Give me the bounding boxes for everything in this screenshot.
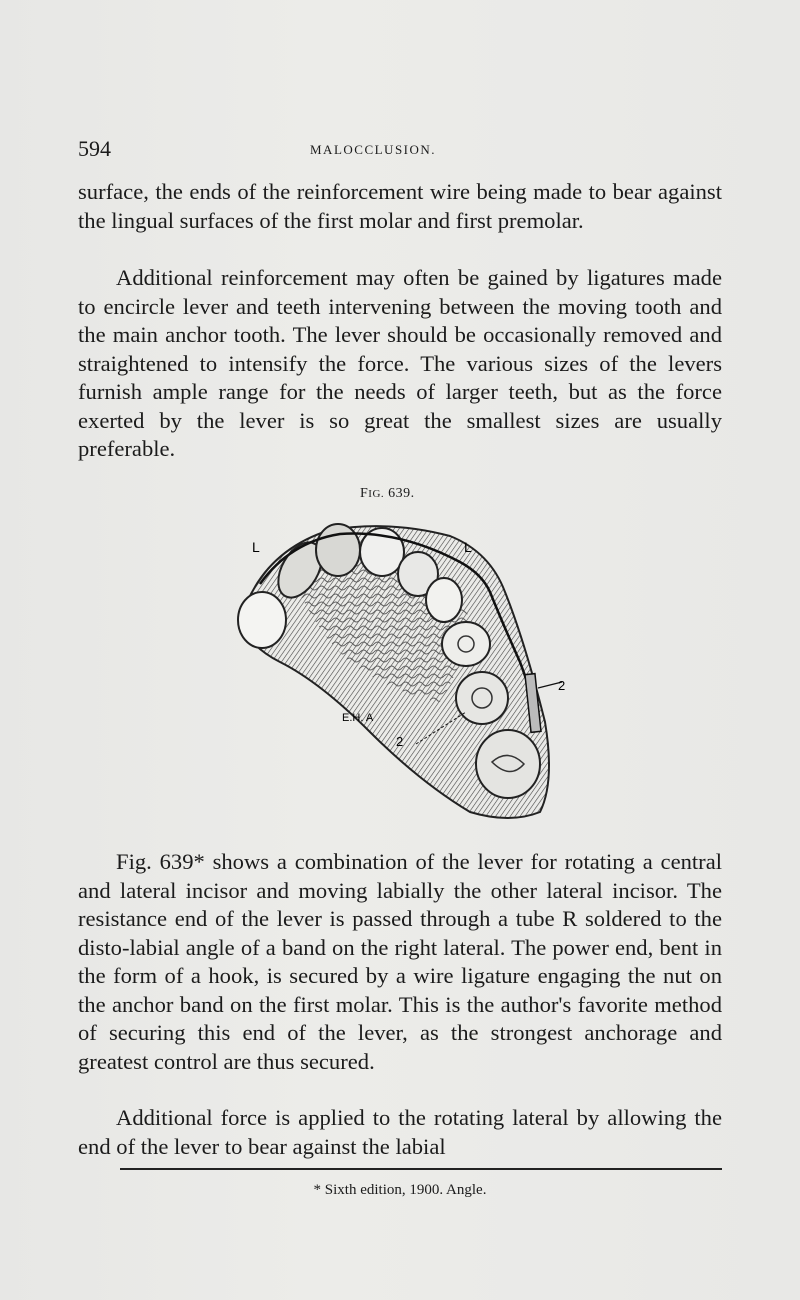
tooth-molar <box>476 730 540 798</box>
tooth-canine <box>426 578 462 622</box>
running-head: MALOCCLUSION. <box>310 142 437 157</box>
paragraph-4: Additional force is applied to the rotating lateral by allowing the end of the lever to bear against the labial <box>78 1105 722 1159</box>
dental-arch-illustration <box>220 512 600 832</box>
paragraph-1: surface, the ends of the reinforcement wire being made to bear against the lingual surfaces of the first molar and first premolar. <box>78 179 722 233</box>
paragraph-2: Additional reinforcement may often be gained by ligatures made to encircle lever and teeth intervening between the moving tooth and the main anchor tooth. The lever should be occasionally removed and straightened to intensify the force. The various sizes of the levers furnish ample range for the needs of larger teeth, but as the force exerted by the lever is so great the smallest sizes are usually preferable. <box>78 265 722 461</box>
label-number-top: 2 <box>558 678 566 693</box>
tooth-premolar-2 <box>456 672 508 724</box>
tooth-premolar-1 <box>442 622 490 666</box>
label-number-bottom: 2 <box>396 734 404 749</box>
tooth-left-lateral <box>238 592 286 648</box>
label-left-l: L <box>252 539 260 555</box>
figure-label: FIG. 639. <box>360 486 415 501</box>
artist-initials: E.H. A <box>342 712 374 724</box>
footnote-rule <box>120 1168 722 1170</box>
label-right-l: L <box>464 539 472 555</box>
footnote: * Sixth edition, 1900. Angle. <box>313 1182 487 1198</box>
page-number: 594 <box>78 136 111 161</box>
paragraph-3: Fig. 639* shows a combination of the lever for rotating a central and lateral incisor and moving labially the other lateral incisor. The resistance end of the lever is passed through a tube R soldered to the disto-labial angle of a band on the right lateral. The power end, bent in the form of a hook, is secured by a wire ligature engaging the nut on the anchor band on the first molar. This is the author's favorite method of securing this end of the lever, as the strongest anchorage and greatest control are thus secured. <box>78 849 722 1074</box>
tooth-central <box>316 524 360 576</box>
page-header <box>78 136 722 166</box>
